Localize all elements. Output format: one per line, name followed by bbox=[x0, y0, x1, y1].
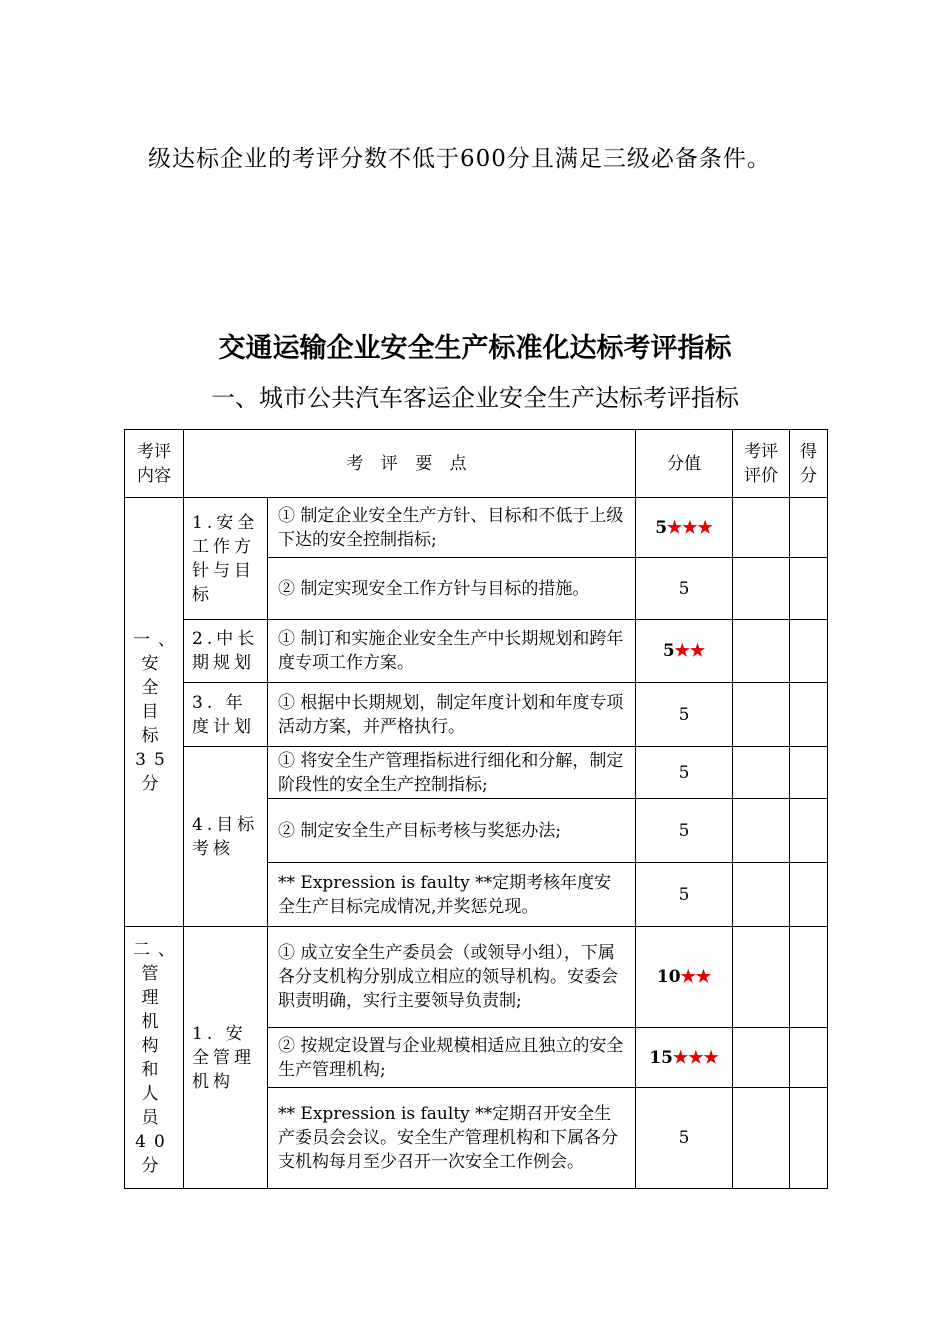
evaluation-cell[interactable] bbox=[733, 683, 790, 747]
point-cell: ② 按规定设置与企业规模相适应且独立的安全生产管理机构; bbox=[268, 1028, 636, 1088]
evaluation-cell[interactable] bbox=[733, 927, 790, 1028]
got-cell[interactable] bbox=[790, 1028, 828, 1088]
score-cell: 5 bbox=[636, 863, 733, 927]
point-cell: ① 根据中长期规划，制定年度计划和年度专项活动方案，并严格执行。 bbox=[268, 683, 636, 747]
got-cell[interactable] bbox=[790, 683, 828, 747]
got-cell[interactable] bbox=[790, 620, 828, 683]
sub-item-cell: 4.目标考核 bbox=[184, 747, 268, 927]
got-cell[interactable] bbox=[790, 1088, 828, 1189]
got-cell[interactable] bbox=[790, 799, 828, 863]
point-cell: ① 制定企业安全生产方针、目标和不低于上级下达的安全控制指标; bbox=[268, 498, 636, 558]
star-rating: ★★ bbox=[680, 967, 712, 987]
point-cell: ① 成立安全生产委员会（或领导小组），下属各分支机构分别成立相应的领导机构。安委会职责明确，实行主要领导负责制; bbox=[268, 927, 636, 1028]
document-title: 交通运输企业安全生产标准化达标考评指标 bbox=[218, 333, 732, 364]
got-cell[interactable] bbox=[790, 498, 828, 558]
star-rating: ★★ bbox=[674, 641, 706, 661]
got-cell[interactable] bbox=[790, 558, 828, 620]
evaluation-cell[interactable] bbox=[733, 620, 790, 683]
sub-item-cell: 1. 安全管理机构 bbox=[184, 927, 268, 1189]
table-row bbox=[125, 927, 828, 1028]
evaluation-cell[interactable] bbox=[733, 498, 790, 558]
evaluation-cell[interactable] bbox=[733, 1088, 790, 1189]
header-score: 分值 bbox=[636, 430, 733, 498]
header-points: 考 评 要 点 bbox=[184, 430, 636, 498]
category-cell: 一、安全目标35分 bbox=[125, 498, 184, 927]
evaluation-cell[interactable] bbox=[733, 799, 790, 863]
table-header-row bbox=[125, 430, 828, 498]
sub-item-cell: 3. 年度计划 bbox=[184, 683, 268, 747]
point-cell: ② 制定实现安全工作方针与目标的措施。 bbox=[268, 558, 636, 620]
point-cell: ① 将安全生产管理指标进行细化和分解，制定阶段性的安全生产控制指标; bbox=[268, 747, 636, 799]
score-cell: 5 bbox=[636, 799, 733, 863]
star-rating: ★★★ bbox=[667, 517, 713, 538]
point-cell: ② 制定安全生产目标考核与奖惩办法; bbox=[268, 799, 636, 863]
intro-text: 级达标企业的考评分数不低于600分且满足三级必备条件。 bbox=[148, 146, 771, 172]
score-cell: 5 bbox=[636, 558, 733, 620]
score-cell: 5★★★ bbox=[636, 498, 733, 558]
header-category: 考评内容 bbox=[125, 430, 184, 498]
score-cell: 15★★★ bbox=[636, 1028, 733, 1088]
table-row bbox=[125, 620, 828, 683]
got-cell[interactable] bbox=[790, 747, 828, 799]
score-cell: 5 bbox=[636, 683, 733, 747]
evaluation-cell[interactable] bbox=[733, 747, 790, 799]
score-cell: 5★★ bbox=[636, 620, 733, 683]
score-cell: 10★★ bbox=[636, 927, 733, 1028]
point-cell: ** Expression is faulty **定期考核年度安全生产目标完成情况,并奖惩兑现。 bbox=[268, 863, 636, 927]
category-cell: 二、管理机构和人员40分 bbox=[125, 927, 184, 1189]
got-cell[interactable] bbox=[790, 863, 828, 927]
evaluation-cell[interactable] bbox=[733, 1028, 790, 1088]
evaluation-cell[interactable] bbox=[733, 863, 790, 927]
header-evaluation: 考评评价 bbox=[733, 430, 790, 498]
got-cell[interactable] bbox=[790, 927, 828, 1028]
table-row bbox=[125, 683, 828, 747]
evaluation-table bbox=[124, 429, 828, 1189]
score-cell: 5 bbox=[636, 1088, 733, 1189]
sub-item-cell: 1.安全工作方针与目标 bbox=[184, 498, 268, 620]
table-row bbox=[125, 498, 828, 558]
sub-item-cell: 2.中长期规划 bbox=[184, 620, 268, 683]
point-cell: ** Expression is faulty **定期召开安全生产委员会会议。安全生产管理机构和下属各分支机构每月至少召开一次安全工作例会。 bbox=[268, 1088, 636, 1189]
section-title: 一、城市公共汽车客运企业安全生产达标考评指标 bbox=[211, 384, 739, 412]
star-rating: ★★★ bbox=[672, 1047, 719, 1068]
table-row bbox=[125, 747, 828, 799]
score-cell: 5 bbox=[636, 747, 733, 799]
header-got: 得分 bbox=[790, 430, 828, 498]
point-cell: ① 制订和实施企业安全生产中长期规划和跨年度专项工作方案。 bbox=[268, 620, 636, 683]
evaluation-cell[interactable] bbox=[733, 558, 790, 620]
